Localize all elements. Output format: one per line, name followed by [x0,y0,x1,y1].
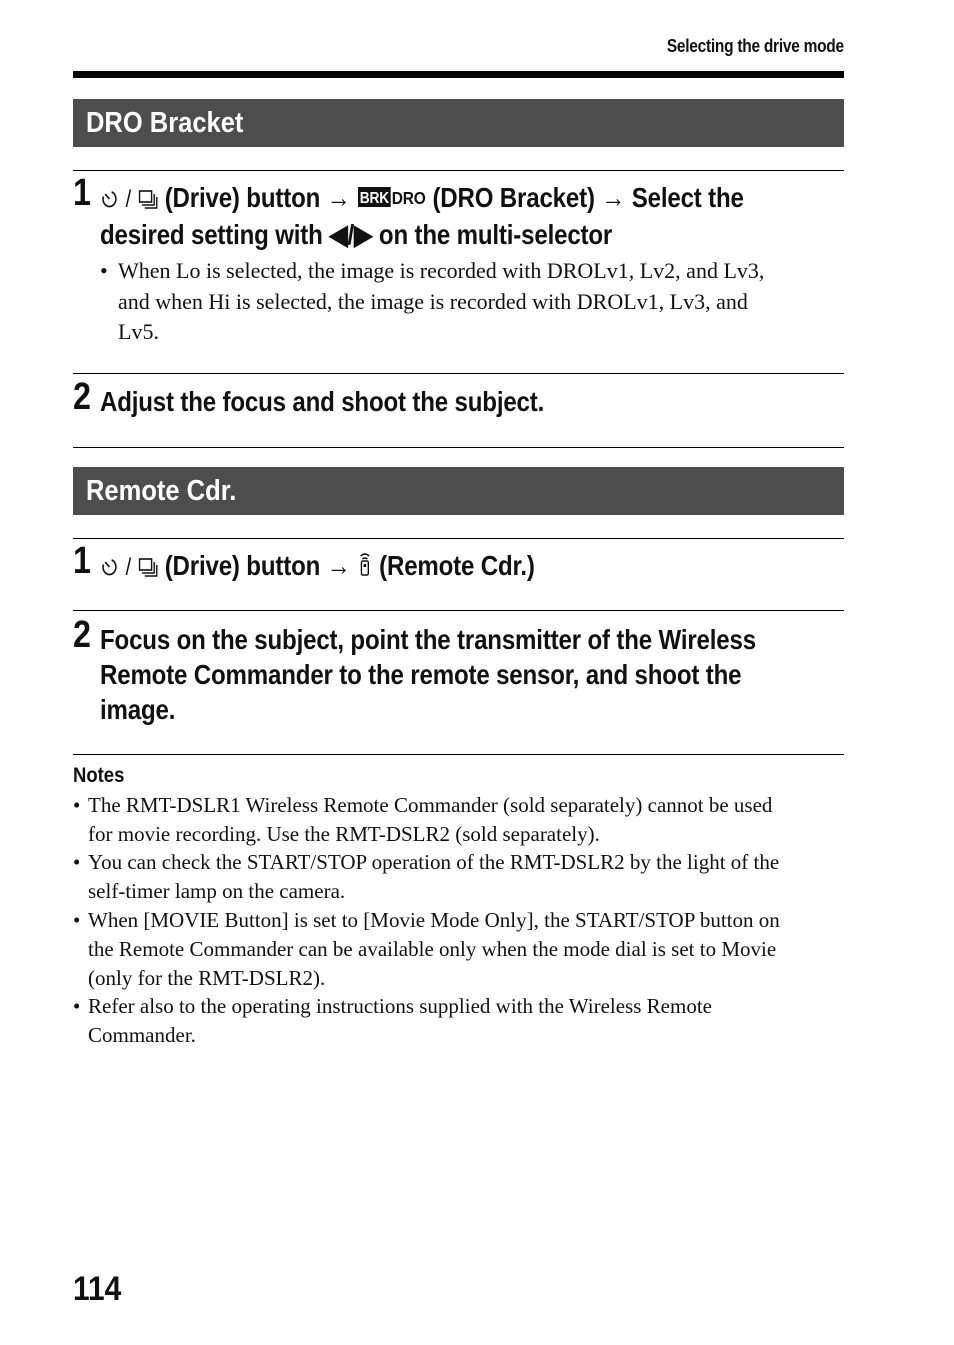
divider [73,610,844,611]
note-line: (only for the RMT-DSLR2). [88,966,326,990]
step-text-part: Remote Commander to the remote sensor, and shoot the [100,659,742,690]
step-text-part: (Drive) button → [164,182,351,213]
step-text-part: desired setting with ◀/▶ on the multi-selector [100,219,613,251]
note-line: You can check the START/STOP operation of the RMT-DSLR2 by the light of the [88,850,780,874]
self-timer-icon [100,182,119,217]
divider [73,447,844,448]
running-header: Selecting the drive mode [666,36,844,56]
note-item: • When [MOVIE Button] is set to [Movie Mode Only], the START/STOP button on the Remote Commander can be available only when the mode dial is set to Movie (only for the RMT-DSLR2). [73,908,780,990]
step-text-part: Focus on the subject, point the transmitter of the Wireless [100,624,756,655]
section-heading-dro-bracket [73,99,844,147]
step-text-part: image. [100,694,176,725]
dro-bracket-icon [357,182,426,217]
note-line: The RMT-DSLR1 Wireless Remote Commander (sold separately) cannot be used [88,793,773,817]
remote-commander-icon [357,550,372,585]
note-item: • Refer also to the operating instructions supplied with the Wireless Remote Commander. [73,994,712,1047]
step-text-part: (Drive) button → [164,550,351,581]
step-number: 2 [73,614,91,656]
step-instruction: / (Drive) button → BRK DRO (DRO Bracket) → Select the desired setting with ◀/▶ on the multi-selector [100,182,744,251]
note-line: the Remote Commander can be available only when the mode dial is set to Movie [88,937,777,961]
note-item: • The RMT-DSLR1 Wireless Remote Commander (sold separately) cannot be used for movie recording. Use the RMT-DSLR2 (sold separately). [73,793,773,846]
self-timer-icon [100,550,119,585]
note-line: for movie recording. Use the RMT-DSLR2 (sold separately). [88,822,600,846]
section-heading-text: DRO Bracket [86,107,244,139]
step-text-part: Adjust the focus and shoot the subject. [100,386,545,417]
note-line: Commander. [88,1023,196,1047]
bullet-line: and when Hi is selected, the image is recorded with DROLv1, Lv3, and [118,288,748,314]
bullet-line: When Lo is selected, the image is recorded with DROLv1, Lv2, and Lv3, [118,258,765,283]
notes-title: Notes [73,764,125,787]
section-heading-remote-cdr [73,467,844,515]
section-heading-text: Remote Cdr. [86,475,237,507]
page-number: 114 [73,1270,122,1308]
note-line: When [MOVIE Button] is set to [Movie Mode Only], the START/STOP button on [88,908,780,932]
step-number: 1 [73,172,91,214]
step-text-part: (DRO Bracket) → Select the [432,182,744,213]
step-note-bullet: • When Lo is selected, the image is recorded with DROLv1, Lv2, and Lv3, and when Hi is selected, the image is recorded with DROLv1, Lv3, and Lv5. [100,258,765,344]
divider [73,170,844,171]
divider [73,754,844,755]
divider [73,538,844,539]
step-number: 2 [73,376,91,418]
note-line: Refer also to the operating instructions supplied with the Wireless Remote [88,994,712,1018]
continuous-shooting-icon [138,182,159,217]
dro-bracket-icon-dro-label: DRO [391,188,426,209]
step-number: 1 [73,540,91,582]
step-instruction [100,622,860,727]
step-instruction: / (Drive) button → (Remote Cdr.) [100,548,860,585]
continuous-shooting-icon [138,550,159,585]
step-text-part: (Remote Cdr.) [379,550,535,581]
note-item: • You can check the START/STOP operation of the RMT-DSLR2 by the light of the self-timer lamp on the camera. [73,850,780,903]
bullet-line: Lv5. [118,319,159,344]
dro-bracket-icon-brk-label: BRK [359,189,389,208]
divider [73,373,844,374]
step-instruction [100,384,860,419]
note-line: self-timer lamp on the camera. [88,879,346,903]
top-rule [73,71,844,78]
